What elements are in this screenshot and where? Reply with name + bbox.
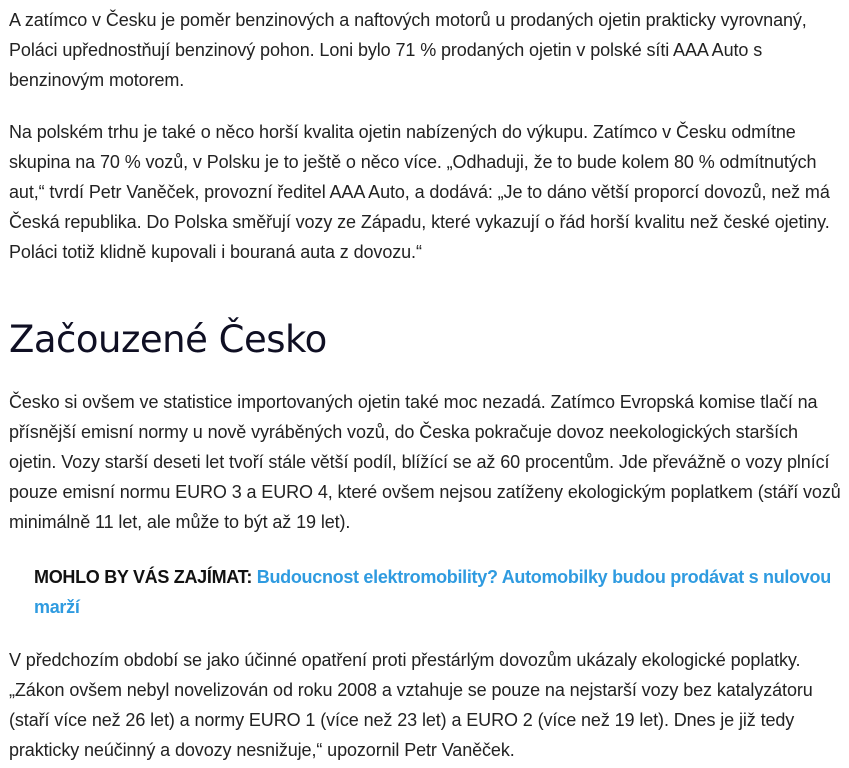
section-heading: Začouzené Česko [9,318,327,361]
paragraph: A zatímco v Česku je poměr benzinových a naftových motorů u prodaných ojetin prakticky vyrovnaný, Poláci upřednostňují benzinový pohon. Loni bylo 71 % prodaných ojetin v polské síti AAA Auto s benzinovým motorem. [9,10,807,90]
related-article-box [34,562,834,622]
paragraph: Česko si ovšem ve statistice importovaných ojetin také moc nezadá. Zatímco Evropská komise tlačí na přísnější emisní normy u nově vyráběných vozů, do Česka pokračuje dovoz neekologických starších ojetin. Vozy starší deseti let tvoří stále větší podíl, blížící se až 60 procentům. Jde převážně o vozy plnící pouze emisní normu EURO 3 a EURO 4, které ovšem nejsou zatíženy ekologickým poplatkem (stáří vozů minimálně 11 let, ale může to být až 19 let). [9,392,841,532]
related-article-link[interactable]: Budoucnost elektromobility? Automobilky budou prodávat s nulovou marží [34,567,831,617]
paragraph: V předchozím období se jako účinné opatření proti přestárlým dovozům ukázaly ekologické poplatky. „Zákon ovšem nebyl novelizován od roku 2008 a vztahuje se pouze na nejstarší vozy bez katalyzátoru (staří více než 26 let) a normy EURO 1 (více než 23 let) a EURO 2 (více než 19 let). Dnes je již tedy prakticky neúčinný a dovozy nesnižuje,“ upozornil Petr Vaněček. [9,650,813,760]
related-label: MOHLO BY VÁS ZAJÍMAT: [34,567,257,587]
paragraph: Na polském trhu je také o něco horší kvalita ojetin nabízených do výkupu. Zatímco v Česku odmítne skupina na 70 % vozů, v Polsku je to ještě o něco více. „Odhaduji, že to bude kolem 80 % odmítnutých aut,“ tvrdí Petr Vaněček, provozní ředitel AAA Auto, a dodává: „Je to dáno větší proporcí dovozů, než má Česká republika. Do Polska směřují vozy ze Západu, které vykazují o řád horší kvalitu než české ojetiny. Poláci totiž klidně kupovali i bouraná auta z dovozu.“ [9,122,830,262]
